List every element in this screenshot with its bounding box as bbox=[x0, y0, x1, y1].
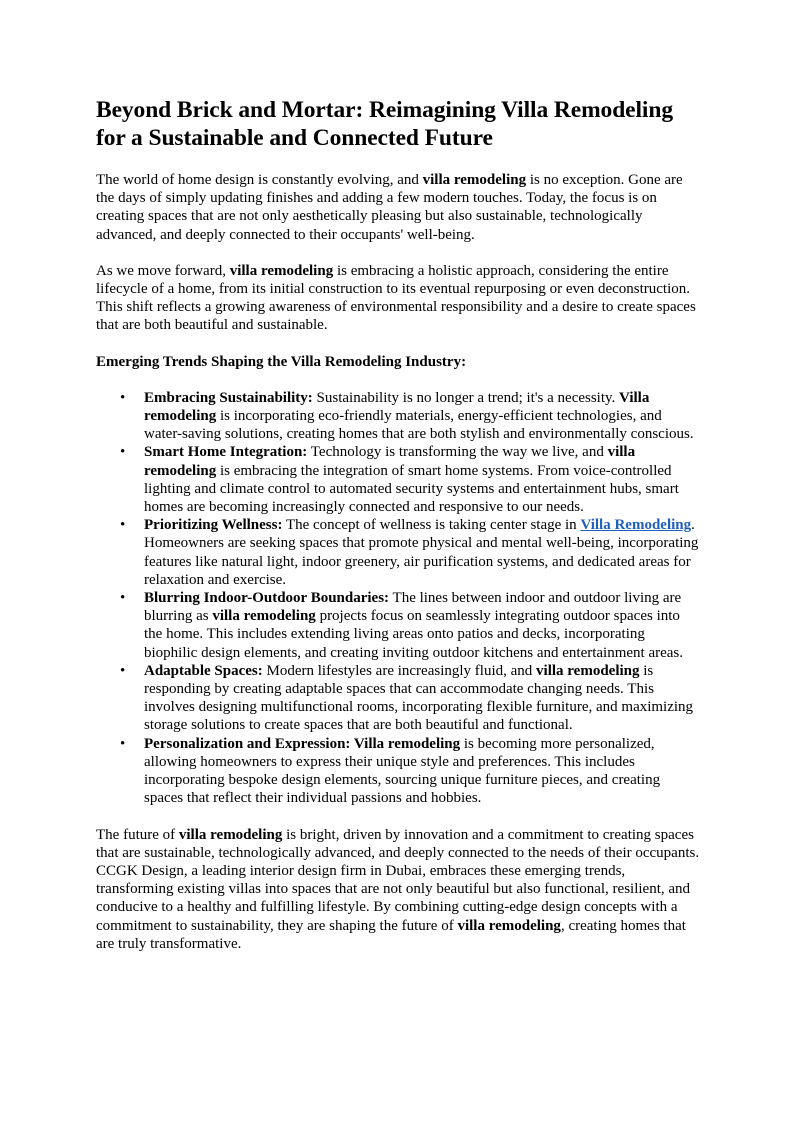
bullet-icon: • bbox=[120, 735, 126, 752]
text-run: The lines between indoor and outdoor living are blurring as bbox=[144, 590, 682, 625]
text-run: Technology is transforming the way we live, and bbox=[307, 444, 608, 461]
list-item bbox=[96, 443, 700, 516]
bullet-icon: • bbox=[120, 444, 126, 461]
text-run: Modern lifestyles are increasingly fluid, and bbox=[262, 662, 537, 679]
text-run: . Homeowners are seeking spaces that promote physical and mental well-being, incorporating features like natural light, indoor greenery, air purification systems, and dedicated areas for relaxation and exercise. bbox=[144, 517, 699, 588]
text-run: is embracing the integration of smart home systems. From voice-controlled lighting and climate control to automated security systems and entertainment hubs, smart homes are becoming increasingly connected and responsive to our needs. bbox=[144, 462, 679, 516]
text-run: projects focus on seamlessly integrating outdoor spaces into the home. This includes extending living areas onto patios and decks, incorporating biophilic design elements, and creating inviting outdoor kitchens and entertainment areas. bbox=[144, 608, 684, 661]
text-run: The future of bbox=[96, 826, 179, 843]
list-item bbox=[96, 516, 700, 589]
keyword-bold: villa remodeling bbox=[536, 662, 640, 679]
section-heading: Emerging Trends Shaping the Villa Remodeling Industry: bbox=[96, 353, 467, 370]
text-run: , creating homes that are truly transformative. bbox=[96, 917, 686, 952]
keyword-bold: villa remodeling bbox=[457, 917, 561, 934]
bullet-icon: • bbox=[120, 662, 126, 679]
trend-title: Embracing Sustainability: bbox=[144, 389, 313, 406]
list-item bbox=[96, 589, 700, 662]
trend-title: Prioritizing Wellness: bbox=[144, 517, 283, 534]
bullet-icon: • bbox=[120, 517, 126, 534]
text-run: is bright, driven by innovation and a commitment to creating spaces that are sustainable, technologically advanced, and deeply connected to the needs of their occupants. CCGK Design, a leading interior design firm in Dubai, embraces these emerging trends, transforming existing villas into spaces that are not only beautiful but also functional, resilient, and conducive to a healthy and fulfilling lifestyle. By combining cutting-edge design concepts with a commitment to sustainability, they are shaping the future of bbox=[96, 826, 700, 934]
keyword-bold: villa remodeling bbox=[229, 262, 334, 279]
intro-paragraph-1 bbox=[96, 171, 700, 244]
intro-paragraph-2 bbox=[96, 262, 700, 335]
keyword-bold: villa remodeling bbox=[144, 444, 636, 479]
text-run: is incorporating eco-friendly materials, energy-efficient technologies, and water-saving solutions, creating homes that are both stylish and environmentally conscious. bbox=[144, 408, 694, 443]
text-run: The world of home design is constantly evolving, and bbox=[96, 172, 423, 188]
text-run: Sustainability is no longer a trend; it's a necessity. bbox=[312, 389, 620, 406]
bullet-icon: • bbox=[120, 389, 126, 406]
text-run: The concept of wellness is taking center stage in bbox=[282, 517, 581, 534]
keyword-bold: villa remodeling bbox=[422, 172, 527, 188]
conclusion-paragraph bbox=[96, 826, 700, 953]
text-run: is no exception. Gone are the days of simply updating finishes and adding a few modern touches. Today, the focus is on creating spaces that are not only aesthetically pleasing but also sustainable, technologically advanced, and deeply connected to their occupants' well-being. bbox=[96, 172, 683, 243]
list-item bbox=[96, 389, 700, 444]
document-body bbox=[96, 96, 700, 953]
trend-title: Smart Home Integration: bbox=[144, 444, 308, 461]
villa-remodeling-link[interactable]: Villa Remodeling bbox=[580, 517, 692, 534]
trend-title: Adaptable Spaces: bbox=[144, 662, 263, 679]
text-run: As we move forward, bbox=[96, 262, 230, 279]
trends-list bbox=[96, 389, 700, 808]
text-run: is embracing a holistic approach, considering the entire lifecycle of a home, from its initial construction to its eventual repurposing or even deconstruction. This shift reflects a growing awareness of environmental responsibility and a desire to create spaces that are both beautiful and sustainable. bbox=[96, 262, 696, 334]
list-item bbox=[96, 735, 700, 808]
bullet-icon: • bbox=[120, 590, 126, 607]
list-item bbox=[96, 662, 700, 735]
trend-title: Blurring Indoor-Outdoor Boundaries: bbox=[144, 590, 390, 607]
keyword-bold: villa remodeling bbox=[178, 826, 283, 843]
article-title: Beyond Brick and Mortar: Reimagining Villa Remodeling for a Sustainable and Connected Future bbox=[96, 97, 673, 151]
keyword-bold: Villa remodeling bbox=[144, 389, 650, 425]
text-run: is becoming more personalized, allowing homeowners to express their unique style and preferences. This includes incorporating bespoke design elements, sourcing unique furniture pieces, and creating spaces that reflect their individual passions and hobbies. bbox=[144, 735, 661, 807]
keyword-bold: villa remodeling bbox=[212, 608, 316, 625]
trend-title: Personalization and Expression: Villa remodeling bbox=[144, 735, 461, 752]
text-run: is responding by creating adaptable spaces that can accommodate changing needs. This involves designing multifunctional rooms, incorporating flexible furniture, and maximizing storage solutions to create spaces that are both beautiful and functional. bbox=[144, 662, 694, 734]
